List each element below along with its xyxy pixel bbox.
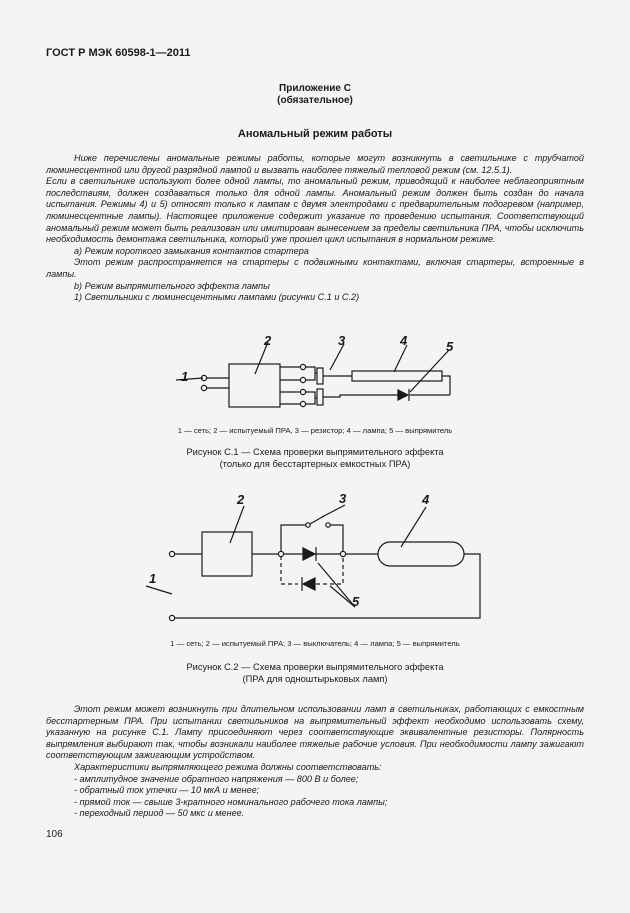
bullet-item: - прямой ток — свыше 3-кратного номинального рабочего тока лампы; <box>74 796 388 807</box>
figure-1-legend: 1 — сеть; 2 — испытуемый ПРА, 3 — резистор; 4 — лампа; 5 — выпрямитель <box>177 426 453 435</box>
figure-1-caption <box>0 447 630 470</box>
figure-2-caption <box>0 662 630 685</box>
resistor-symbol <box>317 368 323 384</box>
fig1-label-2: 2 <box>264 333 272 348</box>
closing-paragraph-2: Характеристики выпрямляющего режима должны соответствовать: <box>74 761 382 772</box>
rectifier-diode <box>303 548 315 560</box>
figure-2-diagram <box>146 505 480 621</box>
section-title: Аномальный режим работы <box>237 128 393 140</box>
figure-1-caption-line2: (только для бесстартерных емкостных ПРА) <box>219 458 411 469</box>
figure-1-diagram <box>176 342 450 407</box>
mains-terminal <box>201 385 206 390</box>
item-b1: 1) Светильники с люминесцентными лампами (рисунки С.1 и С.2) <box>74 292 360 303</box>
page-number: 106 <box>46 829 63 840</box>
ballast-box <box>202 532 252 576</box>
fig2-label-4: 4 <box>422 492 430 507</box>
resistor-symbol <box>317 389 323 405</box>
figure-2-caption-line2: (ПРА для одноштырьковых ламп) <box>242 673 388 684</box>
closing-text <box>46 704 584 820</box>
closing-paragraph-1: Этот режим может возникнуть при длительном использовании ламп в светильниках, работающих с емкостным бесстартерным ПРА. При испытании светильников на выпрямительный эффект необходимо использовать схему, указанную на рисунке С.1. Лампу присоединяют через соответствующие эквивалентные резисторы. Полярность выпрямления выбирают так, чтобы возникали наиболее тяжелые рабочие условия. При необходимости лампу зажигают соответствующим зажигающим устройством. <box>46 704 584 761</box>
fig2-label-5: 5 <box>352 594 360 609</box>
figure-2-legend: 1 — сеть; 2 — испытуемый ПРА; 3 — выключатель; 4 — лампа; 5 — выпрямитель <box>170 639 460 648</box>
fig1-label-3: 3 <box>338 333 346 348</box>
fig1-label-1: 1 <box>181 369 189 384</box>
bullet-item: - обратный ток утечки — 10 мкА и менее; <box>74 785 260 796</box>
figure-2-caption-line1: Рисунок С.2 — Схема проверки выпрямительного эффекта <box>186 662 444 672</box>
bullet-item: - переходный период — 50 мкс и менее. <box>74 808 245 819</box>
appendix-subtitle: (обязательное) <box>277 95 353 106</box>
switch-contact <box>310 516 324 524</box>
rectifier-diode-alt <box>303 578 315 590</box>
figure-1-caption-line1: Рисунок С.1 — Схема проверки выпрямительного эффекта <box>186 447 444 457</box>
item-a: а) Режим короткого замыкания контактов стартера <box>74 245 309 256</box>
fig2-label-1: 1 <box>149 571 157 586</box>
item-b: b) Режим выпрямительного эффекта лампы <box>74 280 270 291</box>
fig2-label-3: 3 <box>339 491 347 506</box>
intro-paragraph-3: Этот режим распространяется на стартеры с подвижными контактами, включая стартеры, встроенные в лампы. <box>46 257 584 279</box>
appendix-title: Приложение С <box>279 83 351 94</box>
fig1-label-4: 4 <box>400 333 408 348</box>
ballast-box <box>229 364 280 407</box>
standard-header: ГОСТ Р МЭК 60598-1—2011 <box>46 47 191 59</box>
fig1-label-5: 5 <box>446 339 454 354</box>
lamp-symbol <box>378 542 464 566</box>
rectifier-diode <box>398 390 408 400</box>
bullet-item: - амплитудное значение обратного напряжения — 800 В и более; <box>74 773 359 784</box>
fig2-label-2: 2 <box>237 492 245 507</box>
intro-paragraph-2: Если в светильнике используют более одной лампы, то аномальный режим, приводящий к наиболее неблагоприятным последствиям, должен создаваться только для одной лампы. Аномальный режим должен быть создан до начала испытания. Режимы 4) и 5) относят только к лампам с двумя электродами с предварительным подогревом (например, люминесцентные лампы). Настоящее приложение содержит указание по проведению испытания. Соответствующий аномальный режим может быть реализован или имитирован вынесением за пределы светильника ПРА, чтобы исключить необходимость демонтажа светильника, который уже прошел цикл испытания в нормальном режиме. <box>46 176 584 245</box>
intro-paragraph-1: Ниже перечислены аномальные режимы работы, которые могут возникнуть в светильнике с трубчатой люминесцентной или другой разрядной лампой и вызвать наиболее тяжелый тепловой режим (см. 12.5.1). <box>46 153 584 175</box>
